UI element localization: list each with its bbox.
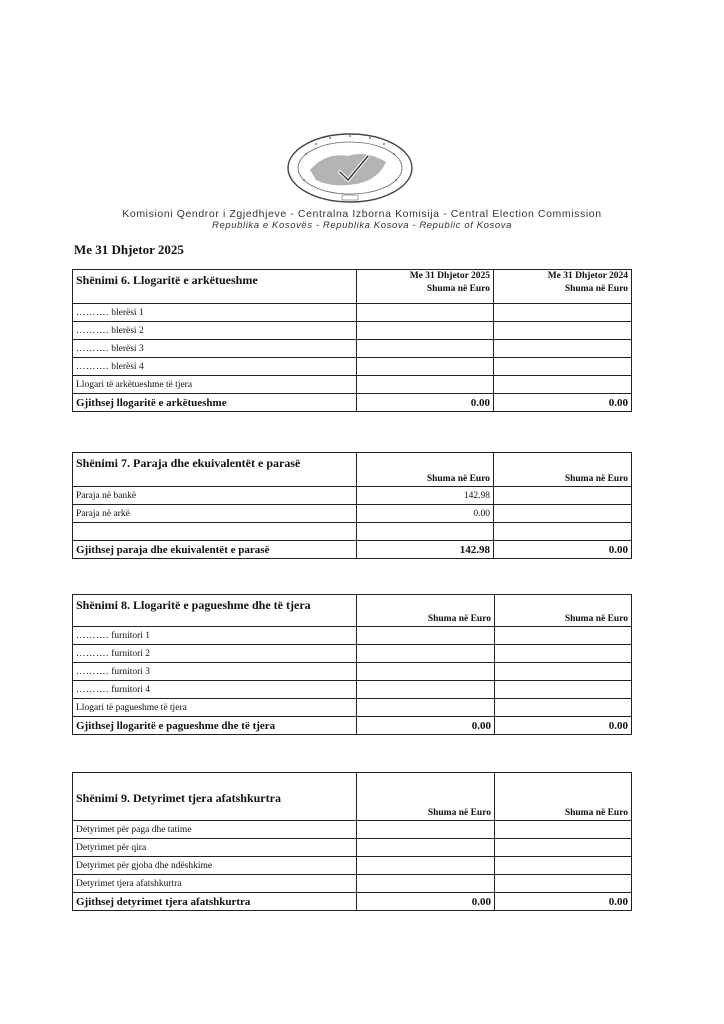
row-label: furnitori 1	[111, 630, 151, 641]
note9-col1-header: Shuma në Euro	[357, 773, 495, 821]
note8-title: Shënimi 8. Llogaritë e pagueshme dhe të tjera	[73, 595, 357, 627]
note8-col2-header: Shuma në Euro	[495, 595, 632, 627]
table-row	[73, 523, 632, 541]
note6-col1-header: Me 31 Dhjetor 2025 Shuma në Euro	[357, 270, 494, 304]
note9-table	[72, 772, 632, 911]
table-row	[73, 376, 632, 394]
note8-total-row: Gjithsej llogaritë e pagueshme dhe të tjera 0.00 0.00	[73, 717, 632, 735]
note6-title: Shënimi 6. Llogaritë e arkëtueshme	[73, 270, 357, 304]
table-row: ………. furnitori 1	[73, 627, 632, 645]
row-label: Detyrimet për qira	[73, 839, 357, 857]
table-row	[73, 821, 632, 839]
table-row: ………. blerësi 3	[73, 340, 632, 358]
row-label: blerësi 2	[111, 325, 144, 336]
row-label: Detyrimet për gjoba dhe ndëshkime	[73, 857, 357, 875]
table-row: ………. furnitori 2	[73, 645, 632, 663]
row-label: Paraja në bankë	[73, 487, 357, 505]
organization-name-line: Komisioni Qendror i Zgjedhjeve - Centralna Izborna Komisija - Central Election Commission	[122, 208, 602, 220]
row-label: Llogari të pagueshme të tjera	[76, 702, 187, 713]
row-label: Detyrimet tjera afatshkurtra	[73, 875, 357, 893]
table-row: Paraja në arkë 0.00	[73, 505, 632, 523]
table-row: ………. blerësi 2	[73, 322, 632, 340]
commission-seal-logo	[286, 132, 414, 204]
report-date-heading: Me 31 Dhjetor 2025	[74, 242, 184, 257]
note8-table	[72, 594, 632, 735]
row-label: furnitori 4	[111, 684, 151, 695]
table-row: ………. furnitori 4	[73, 681, 632, 699]
note7-title: Shënimi 7. Paraja dhe ekuivalentët e parasë	[73, 453, 357, 487]
table-row: ………. blerësi 4	[73, 358, 632, 376]
table-row	[73, 839, 632, 857]
note7-total-row: Gjithsej paraja dhe ekuivalentët e parasë 142.98 0.00	[73, 541, 632, 559]
table-row: Paraja në bankë 142.98	[73, 487, 632, 505]
table-row	[73, 699, 632, 717]
note9-title: Shënimi 9. Detyrimet tjera afatshkurtra	[73, 773, 357, 821]
row-label: Detyrimet për paga dhe tatime	[73, 821, 357, 839]
row-label: blerësi 3	[111, 343, 144, 354]
row-label	[73, 523, 357, 541]
row-label: Llogari të arkëtueshme të tjera	[76, 379, 193, 390]
note6-col2-header: Me 31 Dhjetor 2024 Shuma në Euro	[494, 270, 632, 304]
table-row: ………. blerësi 1	[73, 304, 632, 322]
note6-table	[72, 269, 632, 412]
table-row	[73, 857, 632, 875]
table-row: ………. furnitori 3	[73, 663, 632, 681]
note7-col1-header: Shuma në Euro	[357, 453, 494, 487]
row-label: furnitori 3	[111, 666, 151, 677]
row-label: furnitori 2	[111, 648, 151, 659]
note8-col1-header: Shuma në Euro	[357, 595, 495, 627]
table-row	[73, 875, 632, 893]
note9-total-row: Gjithsej detyrimet tjera afatshkurtra 0.00 0.00	[73, 893, 632, 911]
note7-col2-header: Shuma në Euro	[494, 453, 632, 487]
row-label: blerësi 4	[111, 361, 144, 372]
note6-total-row: Gjithsej llogaritë e arkëtueshme 0.00 0.00	[73, 394, 632, 412]
note9-col2-header: Shuma në Euro	[495, 773, 632, 821]
row-label: blerësi 1	[111, 307, 144, 318]
note7-table	[72, 452, 632, 559]
row-label: Paraja në arkë	[73, 505, 357, 523]
republic-name-line: Republika e Kosovës - Republika Kosova - Republic of Kosova	[212, 220, 512, 231]
